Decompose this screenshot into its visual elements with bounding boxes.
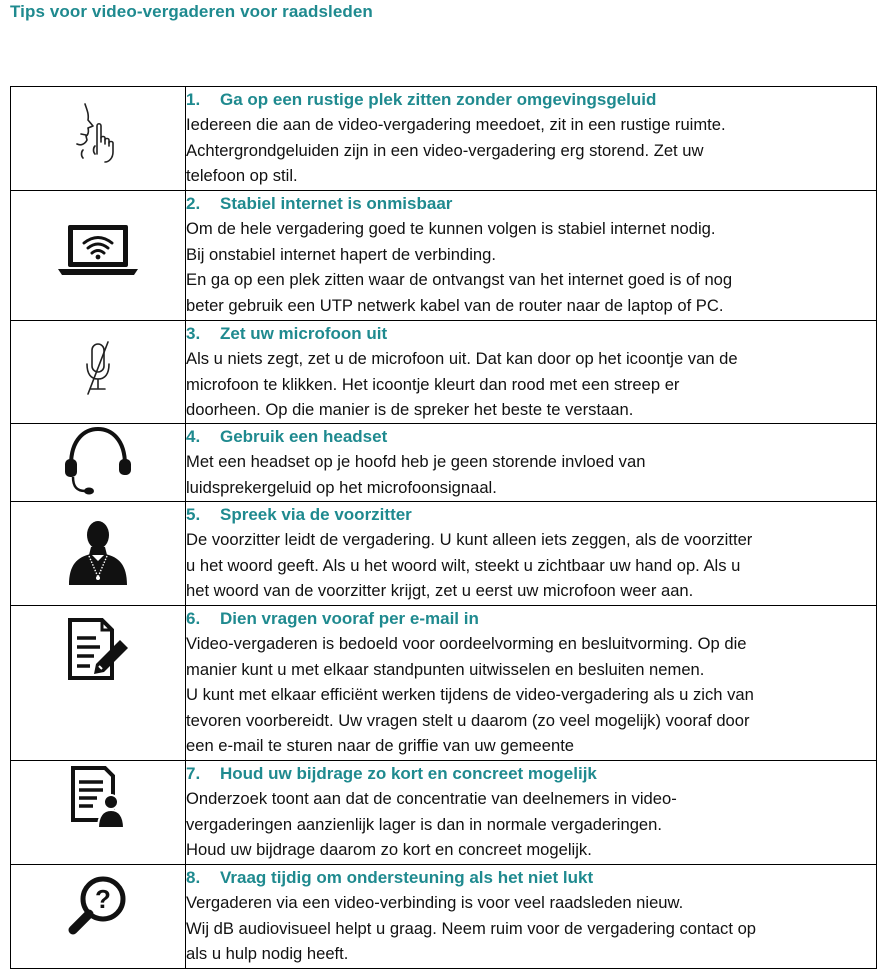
tip-row-4	[11, 424, 877, 502]
tip-number: 4.	[186, 427, 201, 446]
tip-text-line: manier kunt u met elkaar standpunten uitwisselen en besluiten nemen.	[186, 659, 705, 679]
tip-row-8	[11, 865, 877, 969]
tip-title: Spreek via de voorzitter	[220, 505, 412, 524]
tip-number: 6.	[186, 609, 201, 628]
tip-text-line: het woord van de voorzitter krijgt, zet u eerst uw microfoon weer aan.	[186, 581, 694, 601]
tip-number: 1.	[186, 90, 201, 109]
tip-text-line: beter gebruik een UTP netwerk kabel van de router naar de laptop of PC.	[186, 295, 724, 315]
tip-text-line: microfoon te klikken. Het icoontje kleurt dan rood met een streep er	[186, 374, 680, 394]
tip-heading-8	[186, 865, 876, 890]
tip-text-line: Onderzoek toont aan dat de concentratie van deelnemers in video-	[186, 789, 677, 808]
tip-number: 2.	[186, 194, 201, 213]
tip-icon-cell-4	[11, 424, 186, 502]
tip-number: 8.	[186, 868, 201, 887]
tip-text-line: Video-vergaderen is bedoeld voor oordeelvorming en besluitvorming. Op die	[186, 634, 747, 653]
tip-heading-3	[186, 321, 876, 346]
tip-title: Gebruik een headset	[220, 427, 388, 446]
tip-text-line: vergaderingen aanzienlijk lager is dan in normale vergaderingen.	[186, 814, 662, 834]
tip-icon-cell-7	[11, 761, 186, 865]
tip-icon-cell-5	[11, 502, 186, 606]
tip-content-7	[186, 761, 877, 865]
tip-title: Dien vragen vooraf per e-mail in	[220, 609, 479, 628]
tip-row-5	[11, 502, 877, 606]
tip-text-line: Achtergrondgeluiden zijn in een video-vergadering erg storend. Zet uw	[186, 140, 704, 160]
tip-text-line: De voorzitter leidt de vergadering. U kunt alleen iets zeggen, als de voorzitter	[186, 530, 753, 549]
tip-content-6	[186, 606, 877, 761]
tip-heading-2	[186, 191, 876, 216]
svg-text:?: ?	[95, 884, 111, 914]
tip-text-line: doorheen. Op die manier is de spreker het beste te verstaan.	[186, 400, 634, 420]
tip-row-1	[11, 87, 877, 191]
tip-heading-4	[186, 424, 876, 449]
tip-icon-cell-1	[11, 87, 186, 191]
tip-row-2	[11, 191, 877, 321]
tip-title: Stabiel internet is onmisbaar	[220, 194, 453, 213]
tip-content-2	[186, 191, 877, 321]
tip-text-line: Vergaderen via een video-verbinding is voor veel raadsleden nieuw.	[186, 893, 684, 912]
tip-text-line: tevoren voorbereidt. Uw vragen stelt u daarom (zo veel mogelijk) vooraf door	[186, 710, 750, 730]
tip-content-5	[186, 502, 877, 606]
tip-text-line: luidsprekergeluid op het microfoonsignaal.	[186, 477, 497, 497]
tip-heading-1	[186, 87, 876, 112]
tip-text-line: Houd uw bijdrage daarom zo kort en concreet mogelijk.	[186, 840, 592, 860]
tip-text-line: een e-mail te sturen naar de griffie van uw gemeente	[186, 736, 575, 756]
silence-gesture-icon	[73, 102, 123, 164]
tip-text-line: Wij dB audiovisueel helpt u graag. Neem ruim voor de vergadering contact op	[186, 918, 757, 938]
help-magnifier-icon	[67, 874, 129, 936]
tip-icon-cell-2	[11, 191, 186, 321]
tip-text-line: Met een headset op je hoofd heb je geen storende invloed van	[186, 452, 646, 471]
laptop-wifi-icon	[58, 223, 138, 277]
tip-text-line: Iedereen die aan de video-vergadering meedoet, zit in een rustige ruimte.	[186, 115, 726, 134]
tip-title: Zet uw microfoon uit	[220, 324, 388, 343]
document-edit-icon	[66, 618, 130, 682]
tip-number: 5.	[186, 505, 201, 524]
microphone-off-icon	[82, 340, 114, 396]
tip-text-line: telefoon op stil.	[186, 166, 298, 186]
chairman-icon	[67, 519, 129, 585]
tip-row-6	[11, 606, 877, 761]
tip-icon-cell-6	[11, 606, 186, 761]
tip-heading-7	[186, 761, 876, 786]
tip-text-line: Als u niets zegt, zet u de microfoon uit. Dat kan door op het icoontje van de	[186, 349, 738, 368]
tip-content-3	[186, 321, 877, 424]
tip-text-line: En ga op een plek zitten waar de ontvangst van het internet goed is of nog	[186, 270, 733, 290]
tip-title: Ga op een rustige plek zitten zonder omgevingsgeluid	[220, 90, 657, 109]
document-user-icon	[69, 766, 127, 828]
tip-title: Vraag tijdig om ondersteuning als het niet lukt	[220, 868, 594, 887]
tip-content-8	[186, 865, 877, 969]
tips-table	[10, 86, 877, 969]
tip-heading-5	[186, 502, 876, 527]
tip-text-line: als u hulp nodig heeft.	[186, 944, 349, 964]
tip-text-line: Bij onstabiel internet hapert de verbinding.	[186, 244, 496, 264]
tip-content-1	[186, 87, 877, 191]
tip-text-line: U kunt met elkaar efficiënt werken tijdens de video-vergadering als u zich van	[186, 685, 754, 705]
headset-icon	[63, 425, 133, 497]
tip-content-4	[186, 424, 877, 502]
document-title: Tips voor video-vergaderen voor raadsleden	[10, 2, 373, 21]
tip-number: 3.	[186, 324, 201, 343]
tip-title: Houd uw bijdrage zo kort en concreet mogelijk	[220, 764, 597, 783]
tip-text-line: Om de hele vergadering goed te kunnen volgen is stabiel internet nodig.	[186, 219, 716, 238]
tip-row-3	[11, 321, 877, 424]
tip-icon-cell-3	[11, 321, 186, 424]
tip-text-line: u het woord geeft. Als u het woord wilt, steekt u zichtbaar uw hand op. Als u	[186, 555, 741, 575]
tip-number: 7.	[186, 764, 201, 783]
tip-icon-cell-8	[11, 865, 186, 969]
tip-heading-6	[186, 606, 876, 631]
tip-row-7	[11, 761, 877, 865]
